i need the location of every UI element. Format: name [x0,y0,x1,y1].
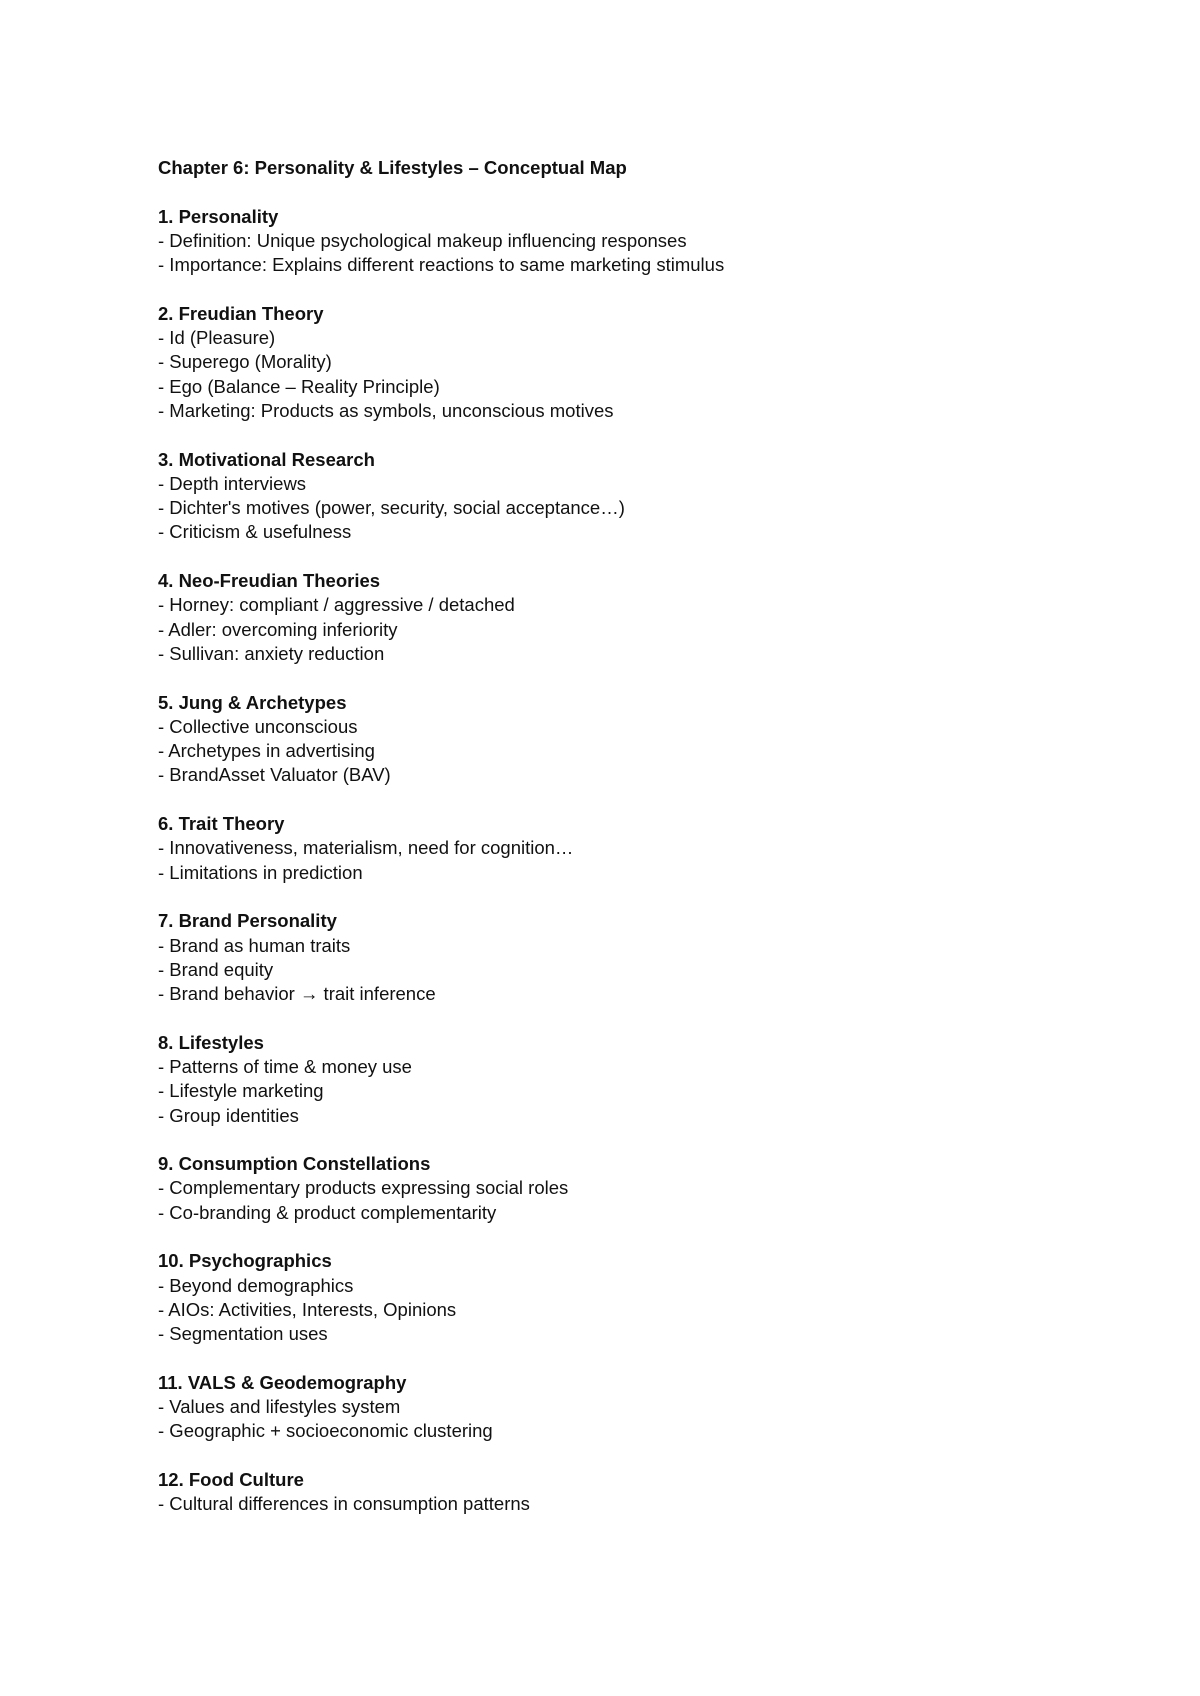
section [158,1152,1058,1225]
section-bullet-item: - Brand equity [158,958,274,980]
section-bullet-item: - Lifestyle marketing [158,1080,324,1102]
section-heading: 8. Lifestyles [158,1031,264,1053]
section-bullet-item: - Segmentation uses [158,1323,328,1345]
section-heading: 11. VALS & Geodemography [158,1371,407,1393]
section-heading: 6. Trait Theory [158,813,285,835]
section-bullet-item: - Co-branding & product complementarity [158,1201,497,1223]
section-bullet-item: - Limitations in prediction [158,861,363,883]
section-heading: 4. Neo-Freudian Theories [158,570,381,592]
document-title: Chapter 6: Personality & Lifestyles – Conceptual Map [158,157,627,178]
section [158,448,1058,545]
section-bullet-item: - Brand as human traits [158,934,351,956]
section [158,569,1058,666]
section-bullet-item: - Definition: Unique psychological makeup influencing responses [158,229,687,251]
section [158,205,1058,278]
section [158,1031,1058,1128]
section-heading: 7. Brand Personality [158,910,337,932]
section-bullet-item: - Values and lifestyles system [158,1396,401,1418]
section-heading: 3. Motivational Research [158,448,375,470]
section [158,1468,1058,1517]
section-bullet-item: - Sullivan: anxiety reduction [158,642,385,664]
section-list [158,205,1058,1517]
section-heading: 10. Psychographics [158,1250,332,1272]
section-bullet-item: - Id (Pleasure) [158,327,276,349]
section-bullet-item: - Cultural differences in consumption patterns [158,1493,530,1515]
section-bullet-item: - Archetypes in advertising [158,740,375,762]
section-bullet-item: - AIOs: Activities, Interests, Opinions [158,1298,457,1320]
section [158,691,1058,788]
section-bullet-item: - Adler: overcoming inferiority [158,618,398,640]
section-bullet-item: - Dichter's motives (power, security, social acceptance…) [158,497,625,519]
section-bullet-item: - Horney: compliant / aggressive / detached [158,594,515,616]
section-heading: 2. Freudian Theory [158,302,324,324]
section-bullet-item: - Brand behavior → trait inference [158,983,436,1005]
section [158,812,1058,885]
section-bullet-item: - Superego (Morality) [158,351,332,373]
section [158,1371,1058,1444]
document-page [158,156,1058,1541]
section-bullet-item: - Depth interviews [158,472,307,494]
section-bullet-item: - Complementary products expressing social roles [158,1177,569,1199]
section-bullet-item: - BrandAsset Valuator (BAV) [158,764,391,786]
section [158,909,1058,1006]
section-heading: 1. Personality [158,205,279,227]
section-heading: 9. Consumption Constellations [158,1153,431,1175]
section-bullet-item: - Marketing: Products as symbols, unconscious motives [158,399,614,421]
section-bullet-item: - Importance: Explains different reactions to same marketing stimulus [158,254,725,276]
section [158,302,1058,423]
section-bullet-item: - Patterns of time & money use [158,1055,412,1077]
section-bullet-item: - Group identities [158,1104,299,1126]
section-heading: 12. Food Culture [158,1469,304,1491]
section [158,1249,1058,1346]
section-bullet-item: - Collective unconscious [158,715,358,737]
section-bullet-item: - Geographic + socioeconomic clustering [158,1420,493,1442]
section-bullet-item: - Ego (Balance – Reality Principle) [158,375,440,397]
section-bullet-item: - Beyond demographics [158,1274,354,1296]
section-bullet-item: - Innovativeness, materialism, need for cognition… [158,837,574,859]
section-bullet-item: - Criticism & usefulness [158,521,352,543]
section-heading: 5. Jung & Archetypes [158,691,347,713]
